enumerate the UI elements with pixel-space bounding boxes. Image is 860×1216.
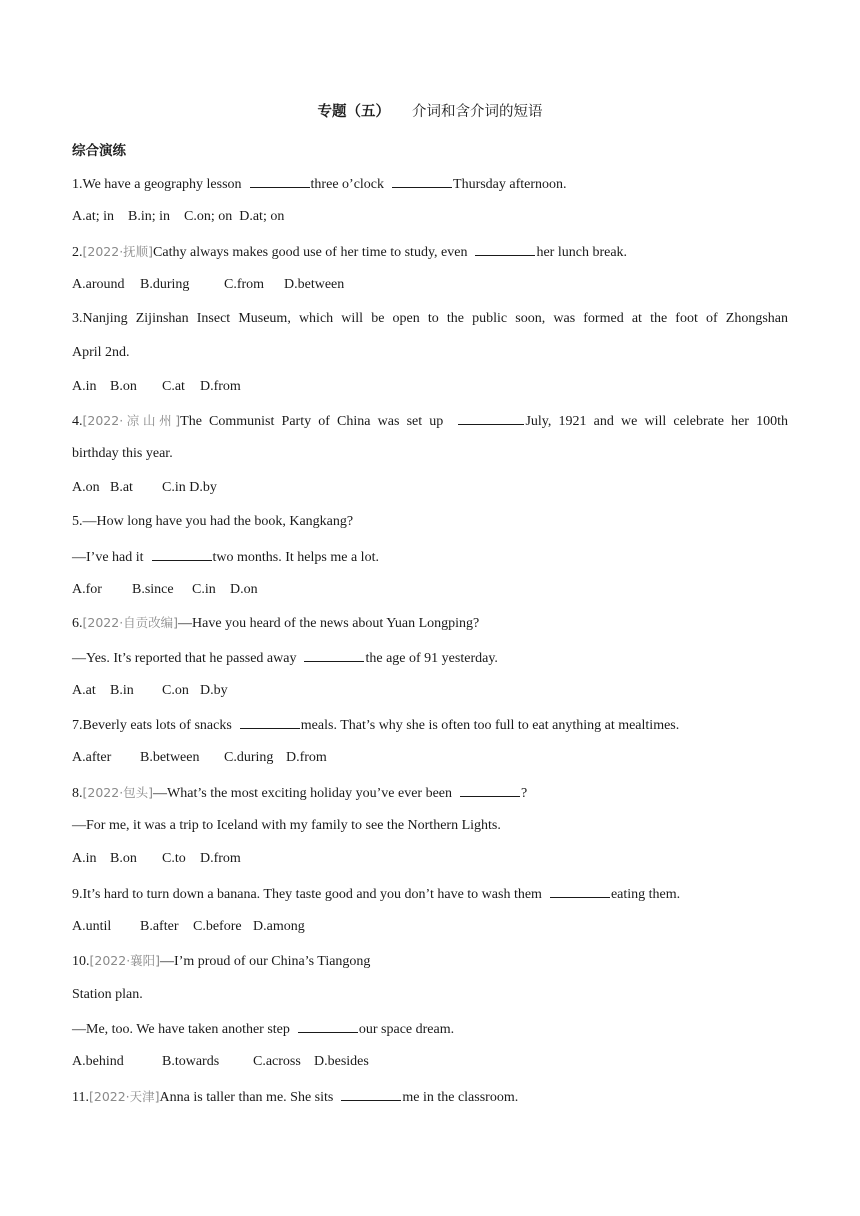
question-5: 5.—How long have you had the book, Kangkang?	[72, 514, 354, 529]
question-source: [2022·包头]	[82, 785, 154, 800]
title-sub: 介词和含介词的短语	[412, 104, 543, 120]
question-10-cont: Station plan.	[72, 987, 143, 1002]
answer-blank	[392, 174, 452, 188]
answer-blank	[458, 411, 524, 425]
question-8-answer: —For me, it was a trip to Iceland with my family to see the Northern Lights.	[72, 818, 501, 833]
answer-blank	[240, 715, 300, 729]
question-source: [2022·抚顺]	[82, 244, 154, 259]
question-4-options: A.on B.at C.in D.by	[72, 480, 217, 495]
question-source: [2022·自贡改编]	[82, 615, 179, 630]
answer-blank	[152, 547, 212, 561]
question-6-options: A.at B.in C.on D.by	[72, 683, 228, 698]
question-5-options: A.for B.since C.in D.on	[72, 582, 258, 597]
question-2: 2.[2022·抚顺]Cathy always makes good use of her time to study, even her lunch break.	[72, 244, 628, 260]
question-2-options: A.around B.during C.from D.between	[72, 277, 345, 292]
question-3-options: A.in B.on C.at D.from	[72, 379, 241, 394]
answer-blank	[475, 242, 535, 256]
question-7-options: A.after B.between C.during D.from	[72, 750, 327, 765]
question-6: 6.[2022·自贡改编]—Have you heard of the news about Yuan Longping?	[72, 615, 480, 631]
question-3-cont: April 2nd.	[72, 345, 130, 360]
question-9-options: A.until B.after C.before D.among	[72, 919, 305, 934]
answer-blank	[341, 1087, 401, 1101]
question-5-answer: —I’ve had it two months. It helps me a lot.	[72, 547, 788, 567]
question-4: 4.[2022·凉山州]The Communist Party of China was set up July, 1921 and we will celebrate her 100th	[72, 413, 789, 429]
question-10-answer: —Me, too. We have taken another step our space dream.	[72, 1019, 788, 1039]
section-heading: 综合演练	[72, 143, 126, 159]
question-10: 10.[2022·襄阳]—I’m proud of our China’s Tiangong	[72, 953, 371, 969]
question-4-cont: birthday this year.	[72, 446, 173, 461]
title-main: 专题（五）	[317, 104, 390, 120]
question-11: 11.[2022·天津]Anna is taller than me. She sits me in the classroom.	[72, 1089, 519, 1105]
answer-blank	[460, 783, 520, 797]
question-1: 1.We have a geography lesson three o’clock Thursday afternoon.	[72, 174, 788, 194]
question-3: 3.Nanjing Zijinshan Insect Museum, which will be open to the public soon, was formed at the foot of Zhongshan	[72, 311, 788, 326]
page-title	[0, 100, 860, 121]
answer-blank	[298, 1019, 358, 1033]
question-source: [2022·凉山州]	[82, 413, 181, 428]
question-7: 7.Beverly eats lots of snacks meals. That’s why she is often too full to eat anything at mealtimes.	[72, 715, 788, 735]
question-10-options: A.behind B.towards C.across D.besides	[72, 1054, 369, 1069]
question-8-options: A.in B.on C.to D.from	[72, 851, 241, 866]
answer-blank	[304, 648, 364, 662]
question-9: 9.It’s hard to turn down a banana. They taste good and you don’t have to wash them eating them.	[72, 884, 788, 904]
question-source: [2022·襄阳]	[89, 953, 161, 968]
question-8: 8.[2022·包头]—What’s the most exciting holiday you’ve ever been ?	[72, 785, 528, 801]
question-source: [2022·天津]	[88, 1089, 160, 1104]
answer-blank	[250, 174, 310, 188]
question-1-options: A.at; in B.in; in C.on; on D.at; on	[72, 209, 285, 224]
answer-blank	[550, 884, 610, 898]
question-6-answer: —Yes. It’s reported that he passed away the age of 91 yesterday.	[72, 648, 788, 668]
